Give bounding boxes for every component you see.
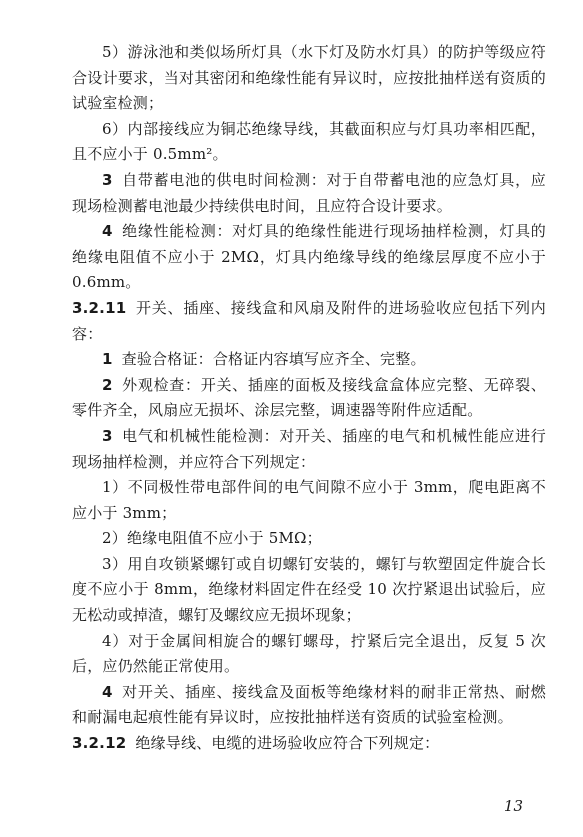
clause-3-2-11: [72, 296, 546, 347]
sub-item-3-screws: [72, 552, 546, 629]
item-6-internal-wiring: [72, 117, 546, 168]
item-1-certificate: [72, 347, 546, 373]
paragraph-text: 1）不同极性带电部件间的电气间隙不应小于 3mm，爬电距离不应小于 3mm；: [72, 478, 546, 522]
paragraph-text: 2）绝缘电阻值不应小于 5MΩ；: [102, 529, 322, 548]
document-body: [72, 40, 546, 757]
paragraph-text: 绝缘导线、电缆的进场验收应符合下列规定：: [135, 734, 440, 753]
paragraph-text: 对开关、插座、接线盒及面板等绝缘材料的耐非正常热、耐燃和耐漏电起痕性能有异议时，应按批抽样送有资质的试验室检测。: [72, 682, 546, 727]
item-number: 2: [102, 375, 113, 394]
paragraph-text: 6）内部接线应为铜芯绝缘导线，其截面积应与灯具功率相匹配，且不应小于 0.5mm²。: [72, 119, 546, 164]
paragraph-text: 绝缘性能检测：对灯具的绝缘性能进行现场抽样检测，灯具的绝缘电阻值不应小于 2MΩ，灯具内绝缘导线的绝缘层厚度不应小于 0.6mm。: [72, 222, 546, 292]
sub-item-1-clearance: [72, 475, 546, 526]
paragraph-text: 5）游泳池和类似场所灯具（水下灯及防水灯具）的防护等级应符合设计要求，当对其密闭和绝缘性能有异议时，应按批抽样送有资质的试验室检测；: [72, 43, 546, 113]
paragraph-text: 电气和机械性能检测：对开关、插座的电气和机械性能应进行现场抽样检测，并应符合下列规定：: [72, 426, 546, 471]
clause-number: 3.2.12: [72, 734, 127, 753]
sub-item-4-metal-screws: [72, 629, 546, 680]
sub-item-2-resistance: [72, 526, 546, 552]
item-4-heat-resistance: [72, 680, 546, 731]
item-number: 4: [102, 222, 113, 241]
paragraph-text: 4）对于金属间相旋合的螺钉螺母，拧紧后完全退出，反复 5 次后，应仍然能正常使用。: [72, 631, 546, 676]
item-3-battery-test: [72, 168, 546, 219]
paragraph-text: 开关、插座、接线盒和风扇及附件的进场验收应包括下列内容：: [72, 298, 546, 343]
clause-3-2-12: [72, 731, 546, 757]
item-number: 4: [102, 682, 113, 701]
item-number: 3: [102, 170, 113, 189]
paragraph-text: 外观检查：开关、插座的面板及接线盒盒体应完整、无碎裂、零件齐全，风扇应无损坏、涂层完整，调速器等附件应适配。: [72, 375, 546, 420]
paragraph-text: 自带蓄电池的供电时间检测：对于自带蓄电池的应急灯具，应现场检测蓄电池最少持续供电时间，且应符合设计要求。: [72, 170, 546, 215]
paragraph-text: 查验合格证：合格证内容填写应齐全、完整。: [121, 350, 426, 369]
item-3-electrical-mechanical: [72, 424, 546, 475]
paragraph-text: 3）用自攻锁紧螺钉或自切螺钉安装的，螺钉与软塑固定件旋合长度不应小于 8mm，绝缘材料固定件在经受 10 次拧紧退出试验后，应无松动或掉渣，螺钉及螺纹应无损坏现象；: [72, 554, 546, 625]
clause-number: 3.2.11: [72, 298, 127, 317]
page-number: 13: [503, 797, 523, 815]
item-2-appearance: [72, 373, 546, 424]
item-number: 1: [102, 350, 113, 369]
item-4-insulation-test: [72, 219, 546, 296]
item-5-pool-lamps: [72, 40, 546, 117]
item-number: 3: [102, 426, 113, 445]
